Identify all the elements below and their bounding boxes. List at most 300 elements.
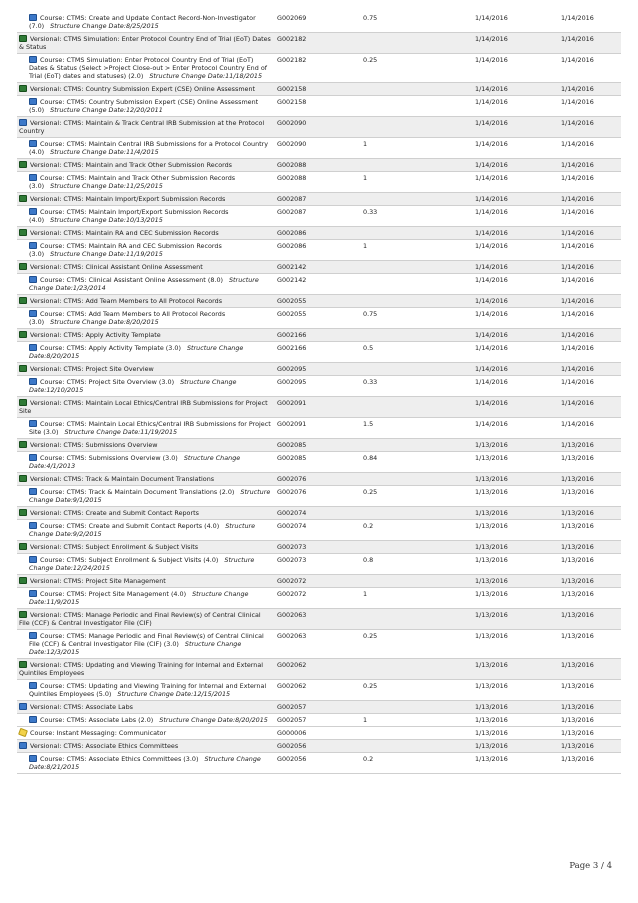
- table-row: [17, 342, 621, 363]
- record-date: 1/14/2016: [559, 227, 621, 240]
- item-title: Versional: CTMS: Maintain Import/Export Submission Records: [30, 195, 226, 203]
- title-cell: [17, 159, 275, 172]
- completion-date: 1/14/2016: [473, 54, 559, 83]
- title-cell: [17, 714, 275, 727]
- table-row: [17, 418, 621, 439]
- title-cell: [17, 575, 275, 588]
- course-icon: [19, 119, 27, 126]
- record-date: 1/13/2016: [559, 520, 621, 541]
- record-date: 1/13/2016: [559, 714, 621, 727]
- versional-icon: [19, 85, 27, 92]
- title-cell: [17, 507, 275, 520]
- item-score: 0.25: [361, 486, 473, 507]
- item-title: Versional: CTMS: Submissions Overview: [30, 441, 158, 449]
- item-score: 0.8: [361, 554, 473, 575]
- title-cell: [17, 609, 275, 630]
- page-number: Page 3 / 4: [569, 861, 612, 871]
- record-date: 1/13/2016: [559, 452, 621, 473]
- record-date: 1/14/2016: [559, 206, 621, 227]
- item-title: Versional: CTMS: Maintain & Track Central IRB Submission at the Protocol Country: [19, 119, 265, 135]
- item-score: [361, 363, 473, 376]
- item-score: [361, 329, 473, 342]
- completion-date: 1/13/2016: [473, 541, 559, 554]
- item-code: G002085: [275, 452, 361, 473]
- item-code: G002095: [275, 363, 361, 376]
- structure-change-date: Structure Change Date:8/20/2015: [159, 716, 268, 724]
- table-row: [17, 630, 621, 659]
- completion-date: 1/14/2016: [473, 227, 559, 240]
- title-cell: [17, 727, 275, 740]
- completion-date: 1/13/2016: [473, 727, 559, 740]
- record-date: 1/14/2016: [559, 240, 621, 261]
- table-row: [17, 588, 621, 609]
- item-score: [361, 96, 473, 117]
- title-cell: [17, 418, 275, 439]
- item-title: Course: CTMS: Add Team Members to All Protocol Records (3.0): [29, 310, 226, 326]
- completion-date: 1/13/2016: [473, 554, 559, 575]
- versional-icon: [19, 365, 27, 372]
- completion-date: 1/14/2016: [473, 159, 559, 172]
- item-title: Course: CTMS: Maintain RA and CEC Submission Records (3.0): [29, 242, 222, 258]
- title-cell: [17, 439, 275, 452]
- title-cell: [17, 363, 275, 376]
- structure-change-date: Structure Change Date:4/1/2013: [29, 454, 241, 470]
- item-title: Versional: CTMS: Maintain and Track Other Submission Records: [30, 161, 233, 169]
- course-icon: [29, 98, 37, 105]
- item-score: 1.5: [361, 418, 473, 439]
- versional-icon: [19, 161, 27, 168]
- item-code: G002166: [275, 329, 361, 342]
- item-title: Course: Instant Messaging: Communicator: [30, 729, 167, 737]
- table-row: [17, 308, 621, 329]
- completion-date: 1/14/2016: [473, 329, 559, 342]
- item-score: [361, 740, 473, 753]
- versional-icon: [19, 611, 27, 618]
- item-score: 1: [361, 714, 473, 727]
- course-icon: [29, 208, 37, 215]
- completion-date: 1/14/2016: [473, 117, 559, 138]
- structure-change-date: Structure Change Date:11/25/2015: [50, 182, 163, 190]
- item-title: Versional: CTMS: Maintain RA and CEC Submission Records: [30, 229, 219, 237]
- title-cell: [17, 274, 275, 295]
- item-score: 0.25: [361, 630, 473, 659]
- record-date: 1/14/2016: [559, 83, 621, 96]
- item-title: Versional: CTMS: Project Site Overview: [30, 365, 154, 373]
- versional-icon: [19, 263, 27, 270]
- table-row: [17, 227, 621, 240]
- table-row: [17, 193, 621, 206]
- table-row: [17, 96, 621, 117]
- record-date: 1/14/2016: [559, 376, 621, 397]
- item-title: Versional: CTMS: Associate Ethics Committees: [30, 742, 179, 750]
- table-row: [17, 261, 621, 274]
- completion-date: 1/14/2016: [473, 172, 559, 193]
- course-icon: [29, 682, 37, 689]
- item-title: Course: CTMS: Associate Ethics Committees (3.0): [40, 755, 199, 763]
- item-code: G002158: [275, 83, 361, 96]
- table-row: [17, 680, 621, 701]
- item-title: Course: CTMS: Clinical Assistant Online Assessment (8.0): [40, 276, 223, 284]
- structure-change-date: Structure Change Date:12/10/2015: [29, 378, 237, 394]
- record-date: 1/14/2016: [559, 329, 621, 342]
- item-score: 0.5: [361, 342, 473, 363]
- course-icon: [29, 310, 37, 317]
- course-icon: [29, 242, 37, 249]
- table-row: [17, 159, 621, 172]
- table-row: [17, 609, 621, 630]
- item-code: G002073: [275, 541, 361, 554]
- versional-icon: [19, 195, 27, 202]
- table-row: [17, 452, 621, 473]
- title-cell: [17, 308, 275, 329]
- versional-icon: [19, 297, 27, 304]
- item-code: G002090: [275, 138, 361, 159]
- completion-date: 1/14/2016: [473, 138, 559, 159]
- item-score: [361, 295, 473, 308]
- table-row: [17, 753, 621, 774]
- structure-change-date: Structure Change Date:11/4/2015: [50, 148, 159, 156]
- item-score: [361, 33, 473, 54]
- item-code: G000006: [275, 727, 361, 740]
- structure-change-date: Structure Change Date:1/23/2014: [29, 276, 259, 292]
- item-score: [361, 261, 473, 274]
- item-score: 1: [361, 172, 473, 193]
- title-cell: [17, 753, 275, 774]
- item-code: G002166: [275, 342, 361, 363]
- item-score: 0.75: [361, 308, 473, 329]
- item-title: Course: CTMS: Apply Activity Template (3.0): [40, 344, 181, 352]
- completion-date: 1/13/2016: [473, 520, 559, 541]
- item-code: G002182: [275, 54, 361, 83]
- item-score: 0.33: [361, 376, 473, 397]
- course-icon: [29, 556, 37, 563]
- item-score: 0.25: [361, 680, 473, 701]
- record-date: 1/13/2016: [559, 575, 621, 588]
- item-code: G002074: [275, 520, 361, 541]
- item-code: G002076: [275, 486, 361, 507]
- record-date: 1/13/2016: [559, 486, 621, 507]
- item-score: [361, 609, 473, 630]
- item-title: Versional: CTMS: Track & Maintain Document Translations: [30, 475, 215, 483]
- structure-change-date: Structure Change Date:12/3/2015: [29, 640, 242, 656]
- completion-date: 1/14/2016: [473, 261, 559, 274]
- versional-icon: [19, 509, 27, 516]
- item-title: Course: CTMS: Project Site Management (4.0): [40, 590, 187, 598]
- item-score: [361, 83, 473, 96]
- item-code: G002056: [275, 740, 361, 753]
- structure-change-date: Structure Change Date:8/20/2015: [29, 344, 244, 360]
- title-cell: [17, 452, 275, 473]
- completion-date: 1/13/2016: [473, 452, 559, 473]
- course-icon: [29, 14, 37, 21]
- versional-icon: [19, 543, 27, 550]
- completion-date: 1/14/2016: [473, 206, 559, 227]
- completion-date: 1/14/2016: [473, 12, 559, 33]
- completion-date: 1/13/2016: [473, 714, 559, 727]
- record-date: 1/13/2016: [559, 588, 621, 609]
- item-code: G002142: [275, 261, 361, 274]
- course-icon: [29, 755, 37, 762]
- versional-icon: [19, 331, 27, 338]
- structure-change-date: Structure Change Date:8/20/2015: [50, 318, 159, 326]
- record-date: 1/14/2016: [559, 159, 621, 172]
- record-date: 1/13/2016: [559, 507, 621, 520]
- item-code: G002072: [275, 575, 361, 588]
- title-cell: [17, 33, 275, 54]
- item-score: [361, 274, 473, 295]
- item-score: 1: [361, 588, 473, 609]
- record-date: 1/14/2016: [559, 33, 621, 54]
- table-row: [17, 473, 621, 486]
- completion-date: 1/14/2016: [473, 342, 559, 363]
- structure-change-date: Structure Change Date:11/18/2015: [149, 72, 263, 80]
- table-row: [17, 727, 621, 740]
- item-title: Course: CTMS: Manage Periodic and Final Review(s) of Central Clinical File (CCF) & Central Investigator File (CIF) (3.0): [29, 632, 264, 648]
- record-date: 1/13/2016: [559, 439, 621, 452]
- title-cell: [17, 680, 275, 701]
- item-score: [361, 701, 473, 714]
- table-row: [17, 138, 621, 159]
- item-code: G002062: [275, 680, 361, 701]
- item-score: 0.84: [361, 452, 473, 473]
- course-icon: [29, 522, 37, 529]
- item-code: G002057: [275, 714, 361, 727]
- item-score: 1: [361, 138, 473, 159]
- completion-date: 1/14/2016: [473, 193, 559, 206]
- item-score: 0.2: [361, 520, 473, 541]
- item-code: G002055: [275, 308, 361, 329]
- item-code: G002072: [275, 588, 361, 609]
- item-score: 1: [361, 240, 473, 261]
- table-row: [17, 172, 621, 193]
- title-cell: [17, 117, 275, 138]
- item-title: Course: CTMS: Associate Labs (2.0): [40, 716, 154, 724]
- versional-icon: [19, 399, 27, 406]
- structure-change-date: Structure Change Date:10/13/2015: [50, 216, 163, 224]
- title-cell: [17, 96, 275, 117]
- title-cell: [17, 206, 275, 227]
- completion-date: 1/13/2016: [473, 486, 559, 507]
- completion-date: 1/13/2016: [473, 630, 559, 659]
- item-score: [361, 117, 473, 138]
- item-code: G002063: [275, 609, 361, 630]
- item-score: [361, 507, 473, 520]
- record-date: 1/13/2016: [559, 554, 621, 575]
- completion-date: 1/13/2016: [473, 659, 559, 680]
- table-row: [17, 295, 621, 308]
- completion-date: 1/14/2016: [473, 376, 559, 397]
- structure-change-date: Structure Change Date:11/19/2015: [50, 250, 163, 258]
- table-row: [17, 363, 621, 376]
- completion-date: 1/14/2016: [473, 83, 559, 96]
- course-icon: [19, 703, 27, 710]
- item-score: 0.2: [361, 753, 473, 774]
- completion-date: 1/13/2016: [473, 753, 559, 774]
- record-date: 1/14/2016: [559, 342, 621, 363]
- course-icon: [29, 56, 37, 63]
- title-cell: [17, 376, 275, 397]
- title-cell: [17, 486, 275, 507]
- item-score: [361, 227, 473, 240]
- item-score: 0.25: [361, 54, 473, 83]
- item-code: G002057: [275, 701, 361, 714]
- title-cell: [17, 240, 275, 261]
- item-title: Versional: CTMS: Apply Activity Template: [30, 331, 161, 339]
- title-cell: [17, 295, 275, 308]
- versional-icon: [19, 35, 27, 42]
- title-cell: [17, 227, 275, 240]
- record-date: 1/14/2016: [559, 397, 621, 418]
- table-row: [17, 714, 621, 727]
- course-icon: [29, 488, 37, 495]
- table-row: [17, 240, 621, 261]
- structure-change-date: Structure Change Date:9/2/2015: [29, 522, 256, 538]
- item-title: Course: CTMS: Create and Update Contact Record-Non-Investigator (7.0): [29, 14, 256, 30]
- title-cell: [17, 193, 275, 206]
- title-cell: [17, 172, 275, 193]
- table-row: [17, 486, 621, 507]
- course-icon: [29, 276, 37, 283]
- item-code: G002086: [275, 240, 361, 261]
- title-cell: [17, 630, 275, 659]
- course-icon: [29, 716, 37, 723]
- course-icon: [29, 590, 37, 597]
- item-title: Course: CTMS: Maintain Import/Export Submission Records (4.0): [29, 208, 229, 224]
- title-cell: [17, 83, 275, 96]
- structure-change-date: Structure Change Date:11/19/2015: [64, 428, 178, 436]
- title-cell: [17, 701, 275, 714]
- item-title: Course: CTMS: Submissions Overview (3.0): [40, 454, 178, 462]
- course-icon: [29, 174, 37, 181]
- item-code: G002087: [275, 206, 361, 227]
- item-code: G002182: [275, 33, 361, 54]
- structure-change-date: Structure Change Date:12/20/2011: [50, 106, 163, 114]
- item-code: G002088: [275, 172, 361, 193]
- completion-date: 1/14/2016: [473, 240, 559, 261]
- completion-date: 1/14/2016: [473, 274, 559, 295]
- table-row: [17, 397, 621, 418]
- table-row: [17, 117, 621, 138]
- course-icon: [19, 742, 27, 749]
- item-code: G002088: [275, 159, 361, 172]
- title-cell: [17, 473, 275, 486]
- structure-change-date: Structure Change Date:8/25/2015: [50, 22, 159, 30]
- table-row: [17, 701, 621, 714]
- table-row: [17, 740, 621, 753]
- item-score: [361, 159, 473, 172]
- completion-date: 1/14/2016: [473, 363, 559, 376]
- record-date: 1/14/2016: [559, 117, 621, 138]
- record-date: 1/13/2016: [559, 659, 621, 680]
- record-date: 1/14/2016: [559, 418, 621, 439]
- course-icon: [29, 454, 37, 461]
- item-code: G002095: [275, 376, 361, 397]
- structure-change-date: Structure Change Date:11/9/2015: [29, 590, 249, 606]
- completion-date: 1/13/2016: [473, 507, 559, 520]
- item-score: [361, 727, 473, 740]
- title-cell: [17, 329, 275, 342]
- record-date: 1/13/2016: [559, 541, 621, 554]
- table-row: [17, 507, 621, 520]
- record-date: 1/14/2016: [559, 308, 621, 329]
- item-code: G002142: [275, 274, 361, 295]
- item-score: [361, 439, 473, 452]
- item-title: Course: CTMS: Maintain Local Ethics/Central IRB Submissions for Project Site (3.0): [29, 420, 271, 436]
- versional-icon: [19, 441, 27, 448]
- item-code: G002073: [275, 554, 361, 575]
- item-title: Course: CTMS Simulation: Enter Protocol Country End of Trial (EoT) Dates & Status (Select >Project Close-out > Enter Protocol Country End of Trial (EoT) dates and statuses) (2.0): [29, 56, 267, 80]
- completion-date: 1/13/2016: [473, 473, 559, 486]
- completion-date: 1/13/2016: [473, 609, 559, 630]
- record-date: 1/13/2016: [559, 727, 621, 740]
- item-score: [361, 659, 473, 680]
- table-row: [17, 376, 621, 397]
- item-title: Course: CTMS: Maintain Central IRB Submissions for a Protocol Country (4.0): [29, 140, 269, 156]
- record-date: 1/14/2016: [559, 96, 621, 117]
- table-row: [17, 659, 621, 680]
- structure-change-date: Structure Change Date:9/1/2015: [29, 488, 271, 504]
- course-icon: [29, 344, 37, 351]
- item-code: G002074: [275, 507, 361, 520]
- completion-date: 1/13/2016: [473, 575, 559, 588]
- transcript-rows: [17, 12, 621, 774]
- record-date: 1/13/2016: [559, 609, 621, 630]
- record-date: 1/13/2016: [559, 630, 621, 659]
- item-title: Versional: CTMS: Project Site Management: [30, 577, 166, 585]
- item-title: Course: CTMS: Project Site Overview (3.0): [40, 378, 175, 386]
- versional-icon: [19, 229, 27, 236]
- item-code: G002055: [275, 295, 361, 308]
- title-cell: [17, 397, 275, 418]
- item-score: [361, 473, 473, 486]
- course-icon: [29, 632, 37, 639]
- versional-icon: [19, 661, 27, 668]
- title-cell: [17, 261, 275, 274]
- record-date: 1/14/2016: [559, 172, 621, 193]
- item-title: Course: CTMS: Maintain and Track Other Submission Records (3.0): [29, 174, 236, 190]
- completion-date: 1/14/2016: [473, 295, 559, 308]
- record-date: 1/13/2016: [559, 680, 621, 701]
- record-date: 1/14/2016: [559, 12, 621, 33]
- completion-date: 1/13/2016: [473, 588, 559, 609]
- item-code: G002158: [275, 96, 361, 117]
- record-date: 1/13/2016: [559, 473, 621, 486]
- item-title: Course: CTMS: Subject Enrollment & Subject Visits (4.0): [40, 556, 219, 564]
- item-title: Course: CTMS: Country Submission Expert (CSE) Online Assessment (5.0): [29, 98, 259, 114]
- transcript-table: [17, 12, 621, 774]
- item-title: Versional: CTMS: Subject Enrollment & Subject Visits: [30, 543, 199, 551]
- item-code: G002091: [275, 418, 361, 439]
- title-cell: [17, 588, 275, 609]
- completion-date: 1/14/2016: [473, 96, 559, 117]
- completion-date: 1/14/2016: [473, 33, 559, 54]
- record-date: 1/14/2016: [559, 193, 621, 206]
- item-title: Course: CTMS: Updating and Viewing Training for Internal and External Quintiles Employees (5.0): [29, 682, 267, 698]
- instant-messaging-icon: [18, 728, 28, 737]
- table-row: [17, 33, 621, 54]
- item-title: Versional: CTMS: Maintain Local Ethics/Central IRB Submissions for Project Site: [19, 399, 268, 415]
- item-title: Versional: CTMS: Clinical Assistant Online Assessment: [30, 263, 203, 271]
- completion-date: 1/13/2016: [473, 680, 559, 701]
- versional-icon: [19, 475, 27, 482]
- course-icon: [29, 140, 37, 147]
- item-title: Versional: CTMS: Manage Periodic and Final Review(s) of Central Clinical File (CCF) & Central Investigator File (CIF): [19, 611, 261, 627]
- table-row: [17, 12, 621, 33]
- item-score: [361, 575, 473, 588]
- item-title: Versional: CTMS: Country Submission Expert (CSE) Online Assessment: [30, 85, 256, 93]
- title-cell: [17, 342, 275, 363]
- item-title: Versional: CTMS: Create and Submit Contact Reports: [30, 509, 199, 517]
